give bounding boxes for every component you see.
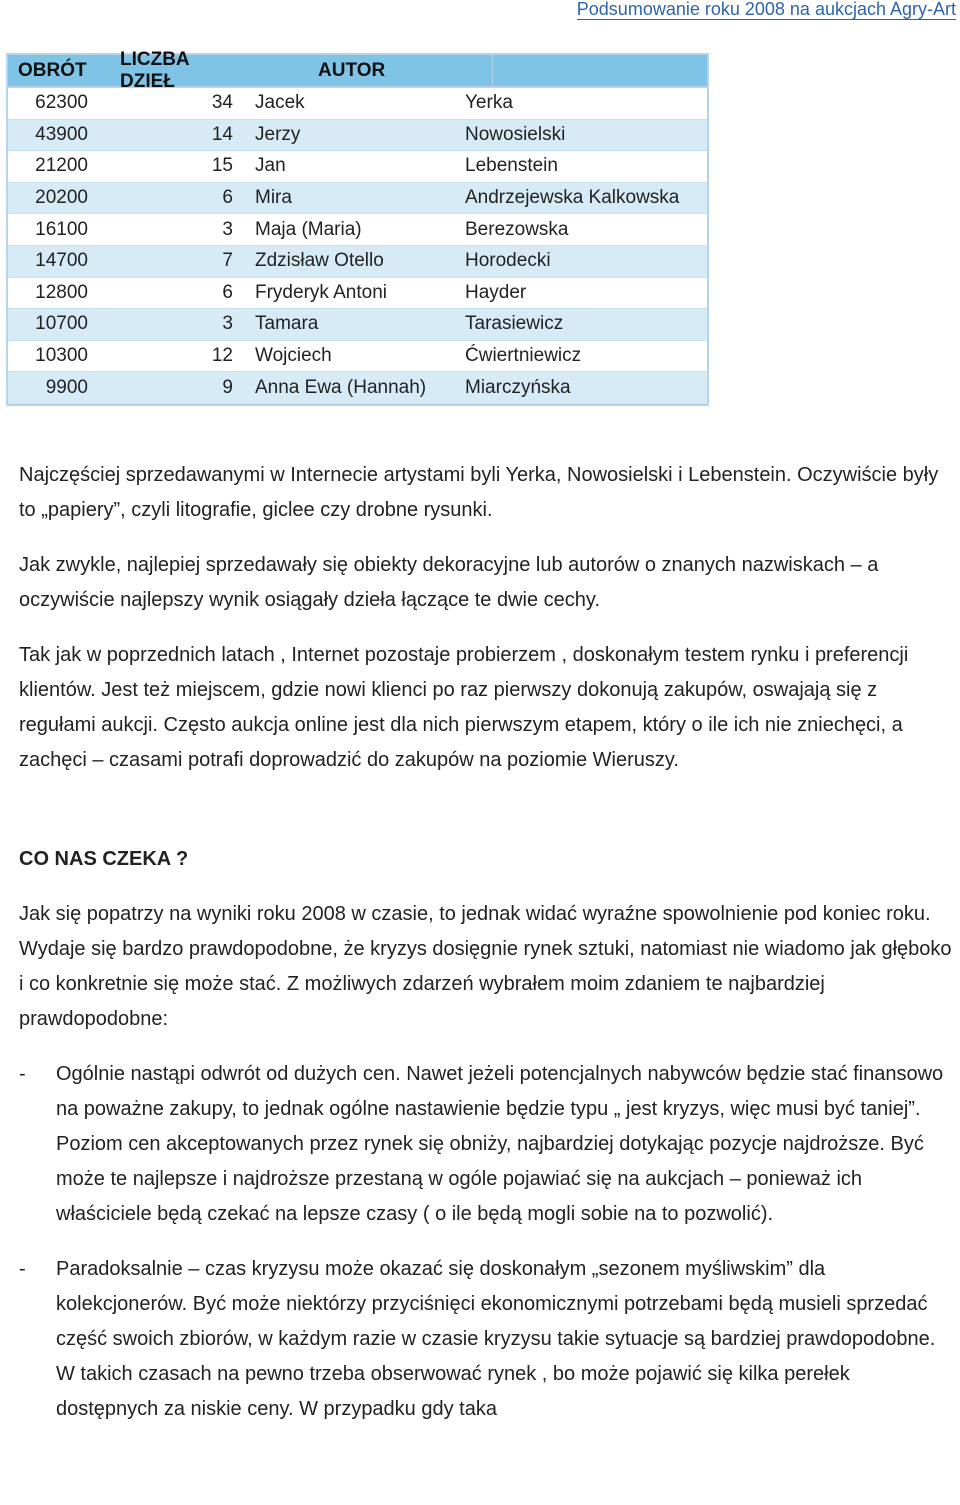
list-item-text: Ogólnie nastąpi odwrót od dużych cen. Nawet jeżeli potencjalnych nabywców będzie stać finansowo na poważne zakupy, to jednak ogólne nastawienie będzie typu „ jest kryzys, więc musi być taniej”. Poziom cen akceptowanych przez rynek się obniży, najbardziej dotykając pozycje najdroższe. Być może te najlepsze i najdroższe przestaną w ogóle pojawiać się na aukcjach – ponieważ ich właściciele będą czekać na lepsze czasy ( o ile będą mogli sobie na to pozwolić). xyxy=(56,1063,944,1225)
cell-nazwisko: Berezowska xyxy=(465,218,569,240)
cell-obrot: 20200 xyxy=(35,187,88,209)
cell-liczba-dziel: 3 xyxy=(222,218,233,240)
cell-imie: Anna Ewa (Hannah) xyxy=(255,376,427,398)
cell-liczba-dziel: 6 xyxy=(222,281,233,303)
cell-obrot: 9900 xyxy=(45,376,88,398)
cell-liczba-dziel: 7 xyxy=(222,250,233,272)
paragraph: Tak jak w poprzednich latach , Internet pozostaje probierzem , doskonałym testem rynku i preferencji klientów. Jest też miejscem, gdzie nowi klienci po raz pierwszy dokonują zakupów, oswajają się z regułami aukcji. Często aukcja online jest dla nich pierwszym etapem, który o ile ich nie zniechęci, a zachęci – czasami potrafi doprowadzić do zakupów na poziomie Wieruszy. xyxy=(19,644,909,771)
cell-imie: Wojciech xyxy=(255,345,332,367)
section-heading: CO NAS CZEKA ? xyxy=(19,848,189,870)
document-body xyxy=(19,458,957,1447)
cell-imie: Zdzisław Otello xyxy=(255,250,384,272)
cell-liczba-dziel: 12 xyxy=(211,345,233,367)
table-row xyxy=(8,278,707,310)
cell-obrot: 10700 xyxy=(35,313,88,335)
column-header-liczba-dziel: LICZBA DZIEŁ xyxy=(120,48,189,92)
table-row xyxy=(8,120,707,152)
cell-imie: Jerzy xyxy=(255,123,301,145)
cell-nazwisko: Tarasiewicz xyxy=(465,313,564,335)
cell-nazwisko: Nowosielski xyxy=(465,123,566,145)
table-row xyxy=(8,341,707,373)
cell-nazwisko: Horodecki xyxy=(465,250,551,272)
table-row xyxy=(8,309,707,341)
cell-nazwisko: Yerka xyxy=(465,92,513,114)
cell-nazwisko: Miarczyńska xyxy=(465,376,571,398)
cell-imie: Jan xyxy=(255,155,286,177)
paragraph: Jak się popatrzy na wyniki roku 2008 w czasie, to jednak widać wyraźne spowolnienie pod koniec roku. Wydaje się bardzo prawdopodobne, że kryzys dosięgnie rynek sztuki, natomiast nie wiadomo jak głęboko i co konkretnie się może stać. Z możliwych zdarzeń wybrałem moim zdaniem te najbardziej prawdopodobne: xyxy=(19,903,952,1030)
cell-liczba-dziel: 15 xyxy=(211,155,233,177)
cell-obrot: 12800 xyxy=(35,281,88,303)
cell-liczba-dziel: 6 xyxy=(222,187,233,209)
table-row xyxy=(8,246,707,278)
table-row xyxy=(8,372,707,404)
cell-liczba-dziel: 34 xyxy=(211,92,233,114)
cell-obrot: 14700 xyxy=(35,250,88,272)
cell-liczba-dziel: 3 xyxy=(222,313,233,335)
cell-nazwisko: Lebenstein xyxy=(465,155,558,177)
cell-obrot: 43900 xyxy=(35,123,88,145)
cell-imie: Jacek xyxy=(255,92,305,114)
cell-nazwisko: Ćwiertniewicz xyxy=(465,345,582,367)
list-item-text: Paradoksalnie – czas kryzysu może okazać się doskonałym „sezonem myśliwskim” dla kolekcjonerów. Być może niektórzy przyciśnięci ekonomicznymi potrzebami będą musieli sprzedać część swoich zbiorów, w każdym razie w czasie kryzysu takie sytuacje są bardziej prawdopodobne. W takich czasach na pewno trzeba obserwować rynek , bo może pojawić się kilka perełek dostępnych za niskie ceny. W przypadku gdy taka xyxy=(56,1258,936,1420)
cell-imie: Tamara xyxy=(255,313,319,335)
cell-obrot: 21200 xyxy=(35,155,88,177)
paragraph: Najczęściej sprzedawanymi w Internecie artystami byli Yerka, Nowosielski i Lebenstein. Oczywiście były to „papiery”, czyli litografie, giclee czy drobne rysunki. xyxy=(19,464,939,521)
cell-imie: Fryderyk Antoni xyxy=(255,281,387,303)
table-row xyxy=(8,183,707,215)
cell-obrot: 10300 xyxy=(35,345,88,367)
cell-liczba-dziel: 9 xyxy=(222,376,233,398)
table-row xyxy=(8,151,707,183)
list-item xyxy=(19,1252,957,1427)
table-body xyxy=(8,88,707,404)
sales-table xyxy=(6,48,709,406)
cell-nazwisko: Andrzejewska Kalkowska xyxy=(465,187,680,209)
column-header-obrot: OBRÓT xyxy=(18,59,87,81)
table-header-row xyxy=(8,48,707,92)
list-marker: - xyxy=(19,1063,26,1085)
column-header-autor: AUTOR xyxy=(318,59,386,81)
list-item xyxy=(19,1057,957,1232)
paragraph: Jak zwykle, najlepiej sprzedawały się obiekty dekoracyjne lub autorów o znanych nazwiskach – a oczywiście najlepszy wynik osiągały dzieła łączące te dwie cechy. xyxy=(19,554,879,611)
cell-obrot: 62300 xyxy=(35,92,88,114)
cell-imie: Mira xyxy=(255,187,292,209)
cell-obrot: 16100 xyxy=(35,218,88,240)
table-row xyxy=(8,88,707,120)
cell-nazwisko: Hayder xyxy=(465,281,527,303)
list-marker: - xyxy=(19,1258,26,1280)
column-divider xyxy=(492,55,493,86)
table-row xyxy=(8,214,707,246)
cell-liczba-dziel: 14 xyxy=(211,123,233,145)
document-header: Podsumowanie roku 2008 na aukcjach Agry-Art xyxy=(576,0,956,19)
cell-imie: Maja (Maria) xyxy=(255,218,362,240)
